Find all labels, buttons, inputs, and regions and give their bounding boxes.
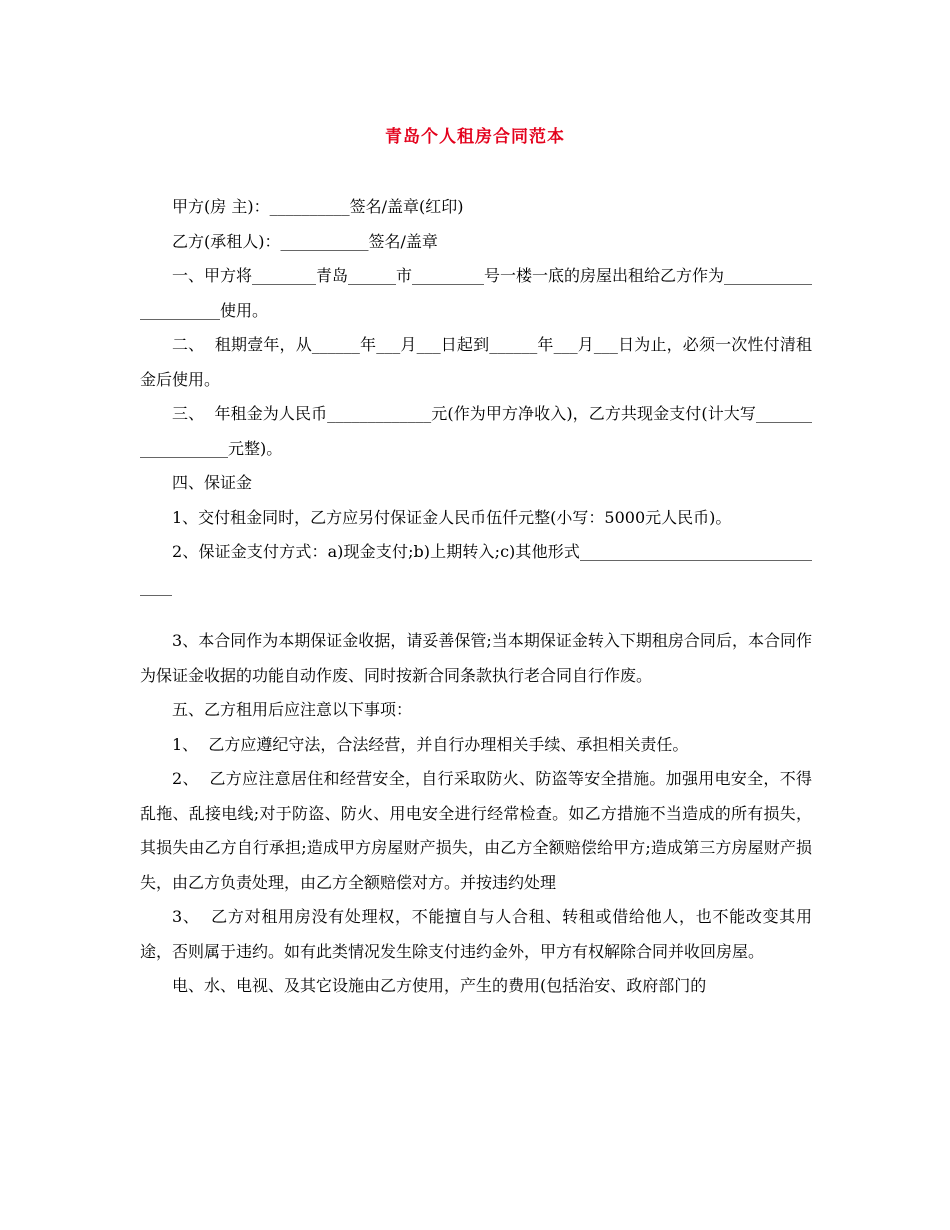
document-body — [140, 190, 812, 1004]
clause-4-heading: 四、保证金 — [172, 473, 253, 492]
clause-4-item-3: 3、本合同作为本期保证金收据，请妥善保管;当本期保证金转入下期租房合同后，本合同作为保证金收据的功能自动作废、同时按新合同条款执行老合同自行作废。 — [140, 631, 812, 685]
clause-2-term: 二、 租期壹年，从______年___月___日起到______年___月___日为止，必须一次性付清租金后使用。 — [140, 335, 812, 389]
clause-4-item-1: 1、交付租金同时，乙方应另付保证金人民币伍仟元整(小写：5000元人民币)。 — [172, 507, 732, 527]
clause-3-rent: 三、 年租金为人民币_____________元(作为甲方净收入)，乙方共现金支付(计大写__________________元整)。 — [140, 404, 812, 458]
clause-5-item-2: 2、 乙方应注意居住和经营安全，自行采取防火、防盗等安全措施。加强用电安全，不得乱拖、乱接电线;对于防盗、防火、用电安全进行经常检查。如乙方措施不当造成的所有损失，其损失由乙方自行承担;造成甲方房屋财产损失，由乙方全额赔偿给甲方;造成第三方房屋财产损失，由乙方负责处理，由乙方全额赔偿对方。并按违约处理 — [140, 769, 812, 892]
party-b-line: 乙方(承租人)：___________签名/盖章 — [172, 231, 438, 251]
clause-5-heading: 五、乙方租用后应注意以下事项： — [172, 700, 413, 719]
utilities-paragraph: 电、水、电视、及其它设施由乙方使用，产生的费用(包括治安、政府部门的 — [172, 976, 707, 995]
party-a-line: 甲方(房 主)：__________签名/盖章(红印) — [172, 197, 464, 216]
clause-5-item-3: 3、 乙方对租用房没有处理权，不能擅自与人合租、转租或借给他人，也不能改变其用途，否则属于违约。如有此类情况发生除支付违约金外，甲方有权解除合同并收回房屋。 — [140, 907, 812, 961]
clause-4-item-2: 2、保证金支付方式：a)现金支付;b)上期转入;c)其他形式_________________________________ — [140, 542, 812, 596]
clause-5-item-1: 1、 乙方应遵纪守法，合法经营，并自行办理相关手续、承担相关责任。 — [172, 734, 689, 754]
document-title: 青岛个人租房合同范本 — [385, 127, 565, 147]
clause-1-premises: 一、甲方将________青岛______市_________号一楼一底的房屋出租给乙方作为_____________________使用。 — [140, 266, 813, 320]
